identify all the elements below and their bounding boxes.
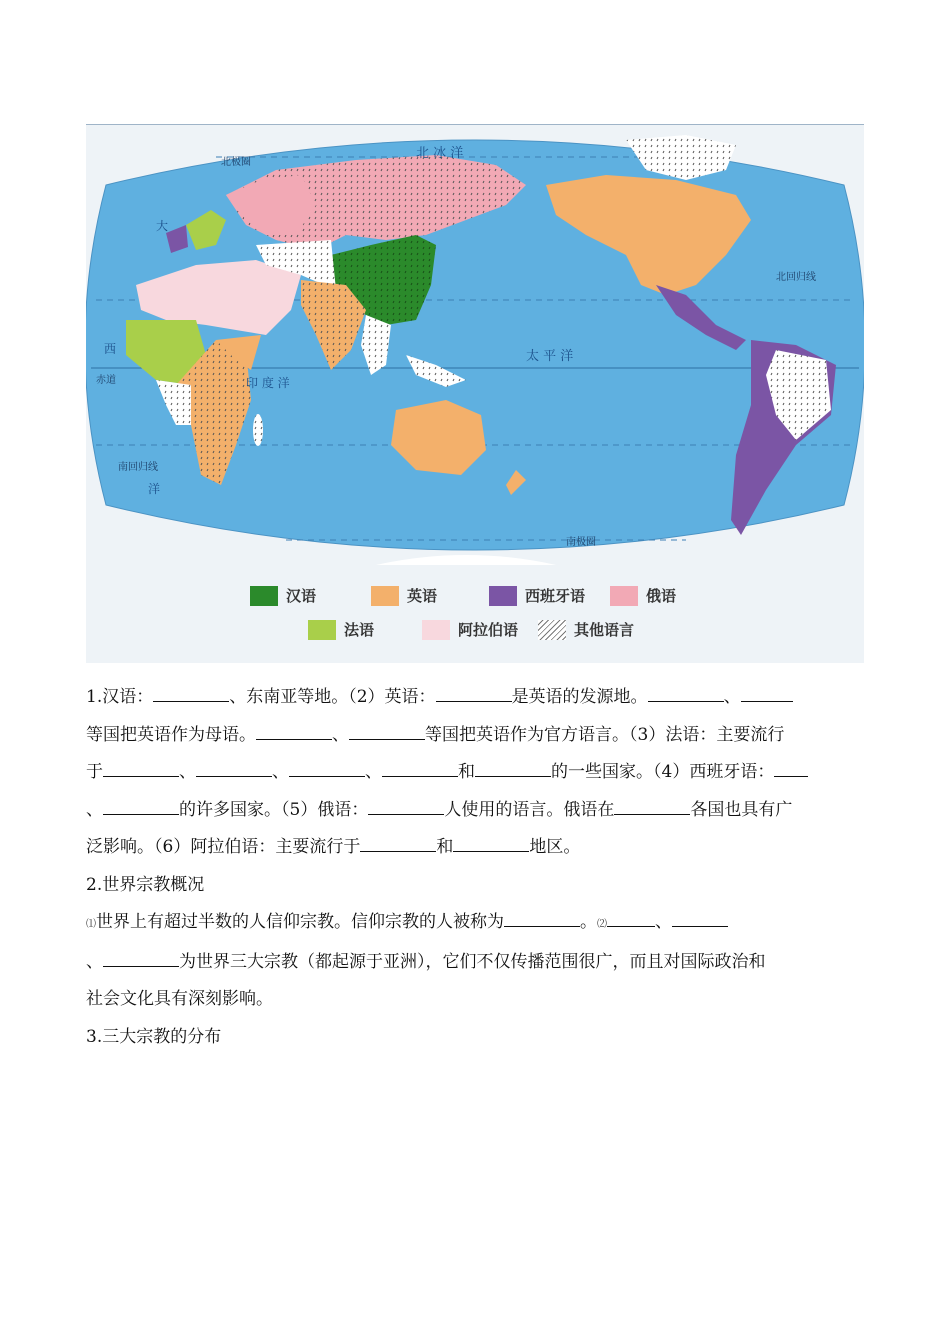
paragraph-line-4: 、 的许多国家。（5）俄语： 人使用的语言。俄语在 各国也具有广	[86, 792, 866, 830]
tropic-capricorn-label: 南回归线	[118, 462, 158, 473]
section-heading-distribution: 3.三大宗教的分布	[86, 1026, 222, 1047]
atlantic-top-label: 大	[156, 219, 169, 233]
legend-item-chinese: 汉语	[250, 585, 316, 606]
paragraph-religion-line-2: 、 为世界三大宗教（都起源于亚洲），它们不仅传播范围很广，而且对国际政治和	[86, 944, 866, 982]
arctic-circle-label: 北极圈	[221, 157, 251, 168]
language-map-figure	[86, 124, 864, 663]
blank-field[interactable]	[436, 683, 512, 702]
blank-field[interactable]	[607, 908, 655, 927]
blank-field[interactable]	[453, 833, 529, 852]
exercise-text	[86, 679, 866, 1056]
blank-field[interactable]	[289, 758, 365, 777]
arctic-ocean-label: 北 冰 洋	[416, 146, 464, 161]
legend-item-other: 其他语言	[538, 619, 634, 640]
region-antarctica	[376, 555, 556, 565]
blank-field[interactable]	[774, 758, 808, 777]
legend-item-french: 法语	[308, 619, 374, 640]
blank-field[interactable]	[196, 758, 272, 777]
tropic-cancer-label: 北回归线	[776, 272, 816, 283]
antarctic-circle-label: 南极圈	[566, 537, 596, 548]
blank-field[interactable]	[672, 908, 728, 927]
pacific-label: 太 平 洋	[526, 349, 574, 364]
blank-field[interactable]	[349, 721, 425, 740]
indian-ocean-label: 印 度 洋	[246, 376, 290, 390]
paragraph-line-2: 等国把英语作为母语。 、 等国把英语作为官方语言。（3）法语：主要流行	[86, 717, 866, 755]
blank-field[interactable]	[504, 908, 580, 927]
blank-field[interactable]	[103, 758, 179, 777]
blank-field[interactable]	[103, 948, 179, 967]
paragraph-religion-line-1: ⑴世界上有超过半数的人信仰宗教。信仰宗教的人被称为 。⑵ 、	[86, 904, 866, 944]
atlantic-mid-label: 西	[104, 342, 117, 356]
blank-field[interactable]	[256, 721, 332, 740]
equator-label: 赤道	[96, 375, 116, 386]
world-language-map	[86, 125, 864, 565]
map-legend	[86, 573, 864, 663]
blank-field[interactable]	[614, 796, 690, 815]
legend-item-arabic: 阿拉伯语	[422, 619, 518, 640]
paragraph-line-1: 1.汉语： 、东南亚等地。（2）英语： 是英语的发源地。 、	[86, 679, 866, 717]
blank-field[interactable]	[648, 683, 724, 702]
blank-field[interactable]	[103, 796, 179, 815]
paragraph-religion-line-3: 社会文化具有深刻影响。	[86, 989, 273, 1009]
paragraph-line-3: 于 、 、 、 和 的一些国家。（4）西班牙语：	[86, 754, 866, 792]
legend-item-english: 英语	[371, 585, 437, 606]
blank-field[interactable]	[368, 796, 444, 815]
section-heading-religion: 2.世界宗教概况	[86, 874, 205, 895]
blank-field[interactable]	[741, 683, 793, 702]
blank-field[interactable]	[382, 758, 458, 777]
blank-field[interactable]	[475, 758, 551, 777]
legend-item-spanish: 西班牙语	[489, 585, 585, 606]
legend-item-russian: 俄语	[610, 585, 676, 606]
paragraph-line-5: 泛影响。（6）阿拉伯语：主要流行于 和 地区。	[86, 829, 866, 867]
blank-field[interactable]	[360, 833, 436, 852]
atlantic-bottom-label: 洋	[148, 482, 161, 496]
blank-field[interactable]	[153, 683, 229, 702]
